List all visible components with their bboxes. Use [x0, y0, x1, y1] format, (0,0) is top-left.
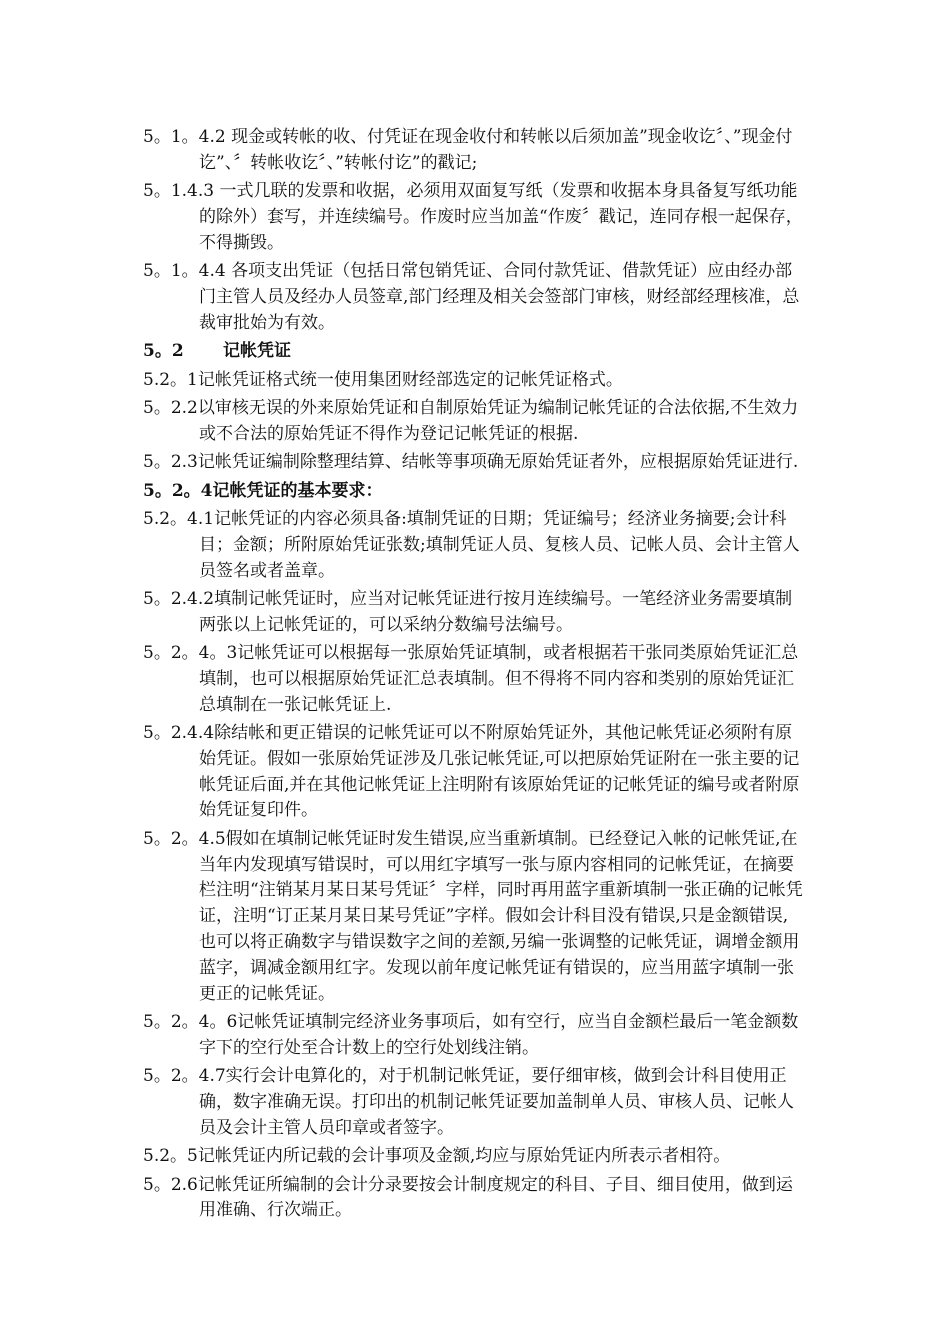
clause-paragraph: 5.2。5记帐凭证内所记载的会计事项及金额,均应与原始凭证内所表示者相符。	[143, 1146, 731, 1167]
subsection-heading: 5。2。4记帐凭证的基本要求：	[143, 480, 383, 501]
clause-paragraph: 5。2.6记帐凭证所编制的会计分录要按会计制度规定的科目、子目、细目使用，做到运用准确、行次端正。	[143, 1174, 793, 1221]
section-number: 5。2	[143, 341, 184, 362]
clause-paragraph: 5。2.4.4除结帐和更正错误的记帐凭证可以不附原始凭证外，其他记帐凭证必须附有原始凭证。假如一张原始凭证涉及几张记帐凭证,可以把原始凭证附在一张主要的记帐凭证后面,并在其他记帐凭证上注明附有该原始凭证的记帐凭证的编号或者附原始凭证复印件。	[143, 723, 800, 821]
clause-paragraph: 5。2。4。6记帐凭证填制完经济业务事项后，如有空行，应当自金额栏最后一笔金额数字下的空行处至合计数上的空行处划线注销。	[143, 1012, 799, 1058]
clause-paragraph: 5。2。4.7实行会计电算化的，对于机制记帐凭证，要仔细审核，做到会计科目使用正确，数字准确无误。打印出的机制记帐凭证要加盖制单人员、审核人员、记帐人员及会计主管人员印章或者签字。	[143, 1066, 794, 1138]
section-heading	[143, 339, 803, 365]
clause-paragraph: 5。2.4.2填制记帐凭证时，应当对记帐凭证进行按月连续编号。一笔经济业务需要填制两张以上记帐凭证的，可以采纳分数编号法编号。	[143, 588, 793, 635]
clause-paragraph: 5。2。4。3记帐凭证可以根据每一张原始凭证填制，或者根据若干张同类原始凭证汇总填制，也可以根据原始凭证汇总表填制。但不得将不同内容和类别的原始凭证汇总填制在一张记帐凭证上.	[143, 643, 799, 715]
clause-paragraph: 5。1。4.2 现金或转帐的收、付凭证在现金收付和转帐以后须加盖”现金收讫〞、”现金付讫”、〞转帐收讫〞、”转帐付讫”的戳记;	[143, 127, 793, 173]
clause-paragraph: 5。2。4.5假如在填制记帐凭证时发生错误,应当重新填制。已经登记入帐的记帐凭证,在当年内发现填写错误时，可以用红字填写一张与原内容相同的记帐凭证，在摘要栏注明“注销某月某日某号凭证〞字样，同时再用蓝字重新填制一张正确的记帐凭证，注明“订正某月某日某号凭证”字样。假如会计科目没有错误,只是金额错误,也可以将正确数字与错误数字之间的差额,另编一张调整的记帐凭证，调增金额用蓝字，调减金额用红字。发现以前年度记帐凭证有错误的，应当用蓝字填制一张更正的记帐凭证。	[143, 828, 803, 1004]
clause-paragraph: 5.2。4.1记帐凭证的内容必须具备:填制凭证的日期；凭证编号；经济业务摘要;会计科目；金额；所附原始凭证张数;填制凭证人员、复核人员、记帐人员、会计主管人员签名或者盖章。	[143, 508, 800, 581]
section-title: 记帐凭证	[223, 341, 291, 362]
clause-paragraph: 5。1。4.4 各项支出凭证（包括日常包销凭证、合同付款凭证、借款凭证）应由经办部门主管人员及经办人员签章,部门经理及相关会签部门审核，财经部经理核准，总裁审批始为有效。	[143, 261, 800, 333]
clause-paragraph: 5.2。1记帐凭证格式统一使用集团财经部选定的记帐凭证格式。	[143, 369, 623, 390]
clause-paragraph: 5。2.3记帐凭证编制除整理结算、结帐等事项确无原始凭证者外，应根据原始凭证进行.	[143, 452, 799, 473]
clause-paragraph: 5。2.2以审核无误的外来原始凭证和自制原始凭证为编制记帐凭证的合法依据,不生效力或不合法的原始凭证不得作为登记记帐凭证的根据.	[143, 397, 799, 444]
document-page	[143, 125, 803, 1227]
clause-paragraph: 5。1.4.3 一式几联的发票和收据，必须用双面复写纸（发票和收据本身具备复写纸功能的除外）套写，并连续编号。作废时应当加盖“作废〞戳记，连同存根一起保存，不得撕毁。	[143, 181, 803, 253]
document-body	[143, 125, 803, 1224]
